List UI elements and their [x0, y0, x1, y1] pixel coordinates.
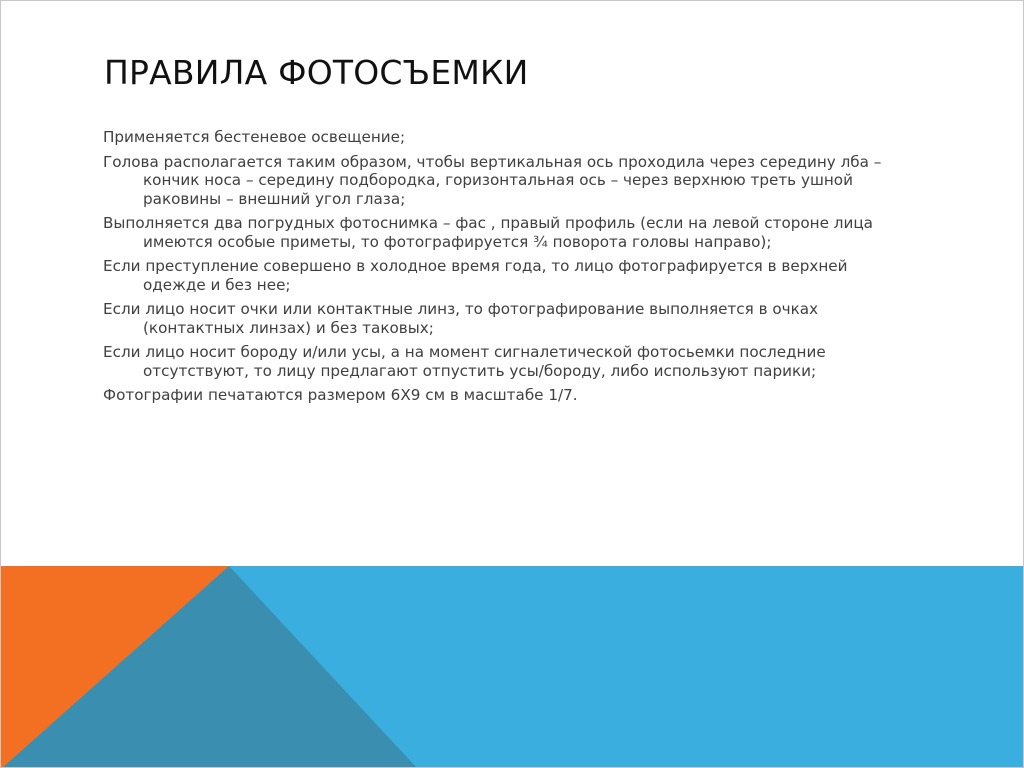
decorative-footer-band	[1, 566, 1024, 768]
rule-item-6: Если лицо носит бороду и/или усы, а на момент сигналетической фотосьемки последние отсутствуют, то лицу предлагают отпустить усы/бороду, либо используют парики;	[103, 343, 826, 380]
slide-title: ПРАВИЛА ФОТОСЪЕМКИ	[104, 53, 529, 92]
rule-item-7: Фотографии печатаются размером 6Х9 см в масштабе 1/7.	[103, 386, 578, 404]
rule-item-4: Если преступление совершено в холодное время года, то лицо фотографируется в верхней одежде и без нее;	[103, 257, 848, 294]
rule-item-5: Если лицо носит очки или контактные линз, то фотографирование выполняется в очках (контактных линзах) и без таковых;	[103, 300, 819, 337]
rules-list	[103, 128, 903, 411]
rule-item-3: Выполняется два погрудных фотоснимка – фас , правый профиль (если на левой стороне лица имеются особые приметы, то фотографируется ¾ поворота головы направо);	[103, 214, 873, 251]
rule-item-2: Голова располагается таким образом, чтобы вертикальная ось проходила через середину лба – кончик носа – середину подбородка, горизонтальная ось – через верхнюю треть ушной раковины – внешний угол глаза;	[103, 152, 882, 208]
rule-item-1: Применяется бестеневое освещение;	[103, 128, 406, 146]
